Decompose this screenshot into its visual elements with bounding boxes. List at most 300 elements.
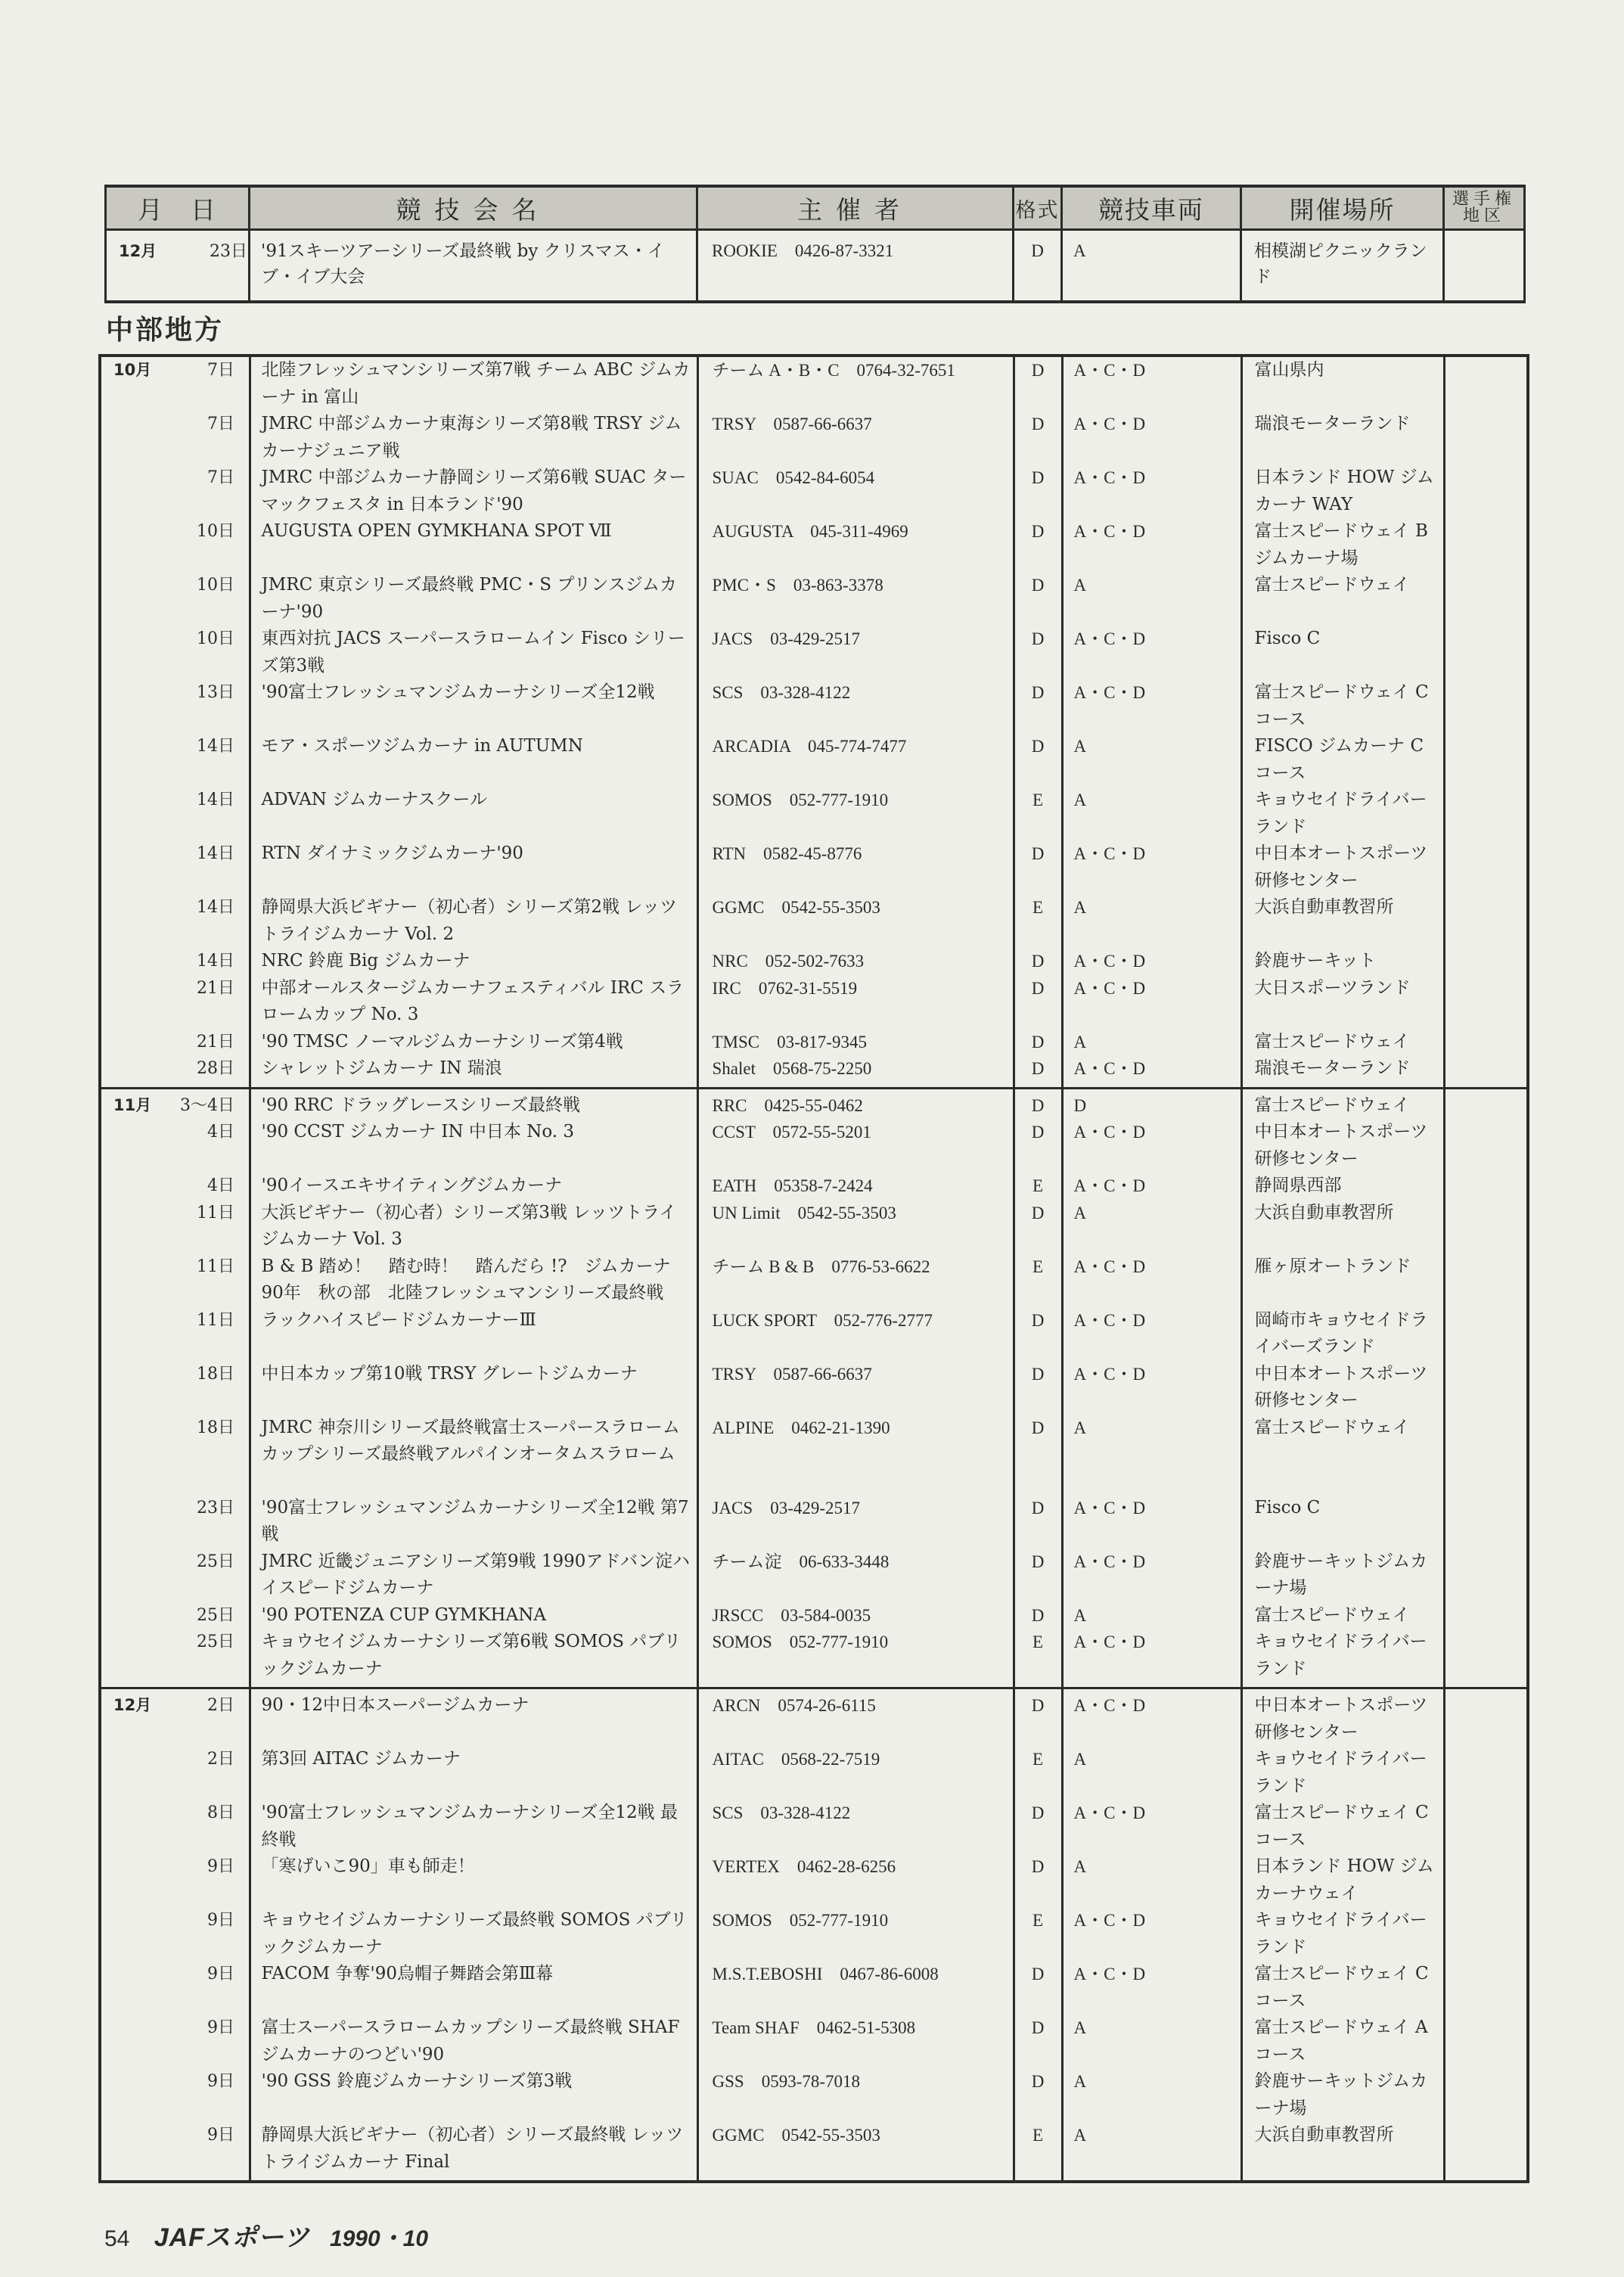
cell-date (100, 1907, 250, 1961)
cell-date (100, 2122, 250, 2182)
cell-organizer: NRC 052-502-7633 (697, 948, 1014, 975)
cell-venue: 富士スピードウェイ (1241, 572, 1444, 626)
event-row (100, 1200, 1528, 1253)
event-row (100, 1629, 1528, 1688)
day-label: 25日 (197, 1632, 234, 1651)
cell-region (1444, 2122, 1528, 2182)
event-row (100, 1853, 1528, 1907)
cell-organizer: Shalet 0568-75-2250 (697, 1055, 1014, 1088)
cell-date (100, 356, 250, 411)
event-row (100, 1602, 1528, 1629)
cell-vehicle: A・C・D (1062, 1173, 1241, 1200)
event-row (100, 1961, 1528, 2015)
top-entry-format: D (1014, 230, 1062, 303)
cell-venue: 瑞浪モーターランド (1241, 1055, 1444, 1088)
events-body (100, 356, 1528, 2182)
cell-venue: FISCO ジムカーナ C コース (1241, 733, 1444, 787)
events-table (98, 354, 1529, 2183)
event-row (100, 1173, 1528, 1200)
day-label: 9日 (207, 1965, 234, 1983)
cell-vehicle: A (1062, 1853, 1241, 1907)
cell-event-name: シャレットジムカーナ IN 瑞浪 (250, 1055, 697, 1088)
cell-event-name: RTN ダイナミックジムカーナ'90 (250, 840, 697, 894)
month-label: 11月 (113, 1095, 152, 1114)
cell-date (100, 1800, 250, 1853)
header-organizer: 主催者 (697, 186, 1014, 230)
event-row (100, 1907, 1528, 1961)
cell-date (100, 2068, 250, 2122)
cell-event-name: 北陸フレッシュマンシリーズ第7戦 チーム ABC ジムカーナ in 富山 (250, 356, 697, 411)
cell-vehicle: A・C・D (1062, 356, 1241, 411)
cell-organizer: SOMOS 052-777-1910 (697, 787, 1014, 840)
event-row (100, 975, 1528, 1029)
day-label: 9日 (207, 1911, 234, 1930)
cell-date (100, 1253, 250, 1307)
cell-organizer: RRC 0425-55-0462 (697, 1088, 1014, 1119)
cell-organizer: UN Limit 0542-55-3503 (697, 1200, 1014, 1253)
cell-vehicle: A・C・D (1062, 679, 1241, 733)
day-label: 11日 (197, 1257, 234, 1276)
cell-vehicle: A・C・D (1062, 1629, 1241, 1688)
cell-event-name: 静岡県大浜ビギナー（初心者）シリーズ最終戦 レッツトライジムカーナ Final (250, 2122, 697, 2182)
cell-region (1444, 356, 1528, 411)
cell-vehicle: A (1062, 572, 1241, 626)
event-row (100, 626, 1528, 679)
cell-region (1444, 411, 1528, 464)
cell-format: D (1014, 1119, 1062, 1173)
day-label: 18日 (197, 1418, 234, 1437)
cell-event-name: モア・スポーツジムカーナ in AUTUMN (250, 733, 697, 787)
cell-event-name: '90 RRC ドラッグレースシリーズ最終戦 (250, 1088, 697, 1119)
day-label: 7日 (207, 415, 234, 433)
cell-date (100, 894, 250, 948)
cell-region (1444, 1055, 1528, 1088)
cell-vehicle: A・C・D (1062, 1961, 1241, 2015)
cell-event-name: 第3回 AITAC ジムカーナ (250, 1746, 697, 1800)
cell-venue: 鈴鹿サーキットジムカーナ場 (1241, 2068, 1444, 2122)
cell-event-name: AUGUSTA OPEN GYMKHANA SPOT Ⅶ (250, 518, 697, 572)
day-label: 8日 (207, 1803, 234, 1822)
cell-region (1444, 1173, 1528, 1200)
cell-format: D (1014, 1055, 1062, 1088)
cell-event-name: '90富士フレッシュマンジムカーナシリーズ全12戦 最終戦 (250, 1800, 697, 1853)
cell-organizer: TRSY 0587-66-6637 (697, 411, 1014, 464)
top-entry-month: 12月 (119, 242, 157, 260)
magazine-title: JAFスポーツ (154, 2223, 310, 2252)
day-label: 7日 (207, 468, 234, 487)
cell-venue: Fisco C (1241, 1495, 1444, 1549)
cell-organizer: Team SHAF 0462-51-5308 (697, 2015, 1014, 2068)
cell-format: D (1014, 518, 1062, 572)
cell-event-name: JMRC 中部ジムカーナ静岡シリーズ第6戦 SUAC ターマックフェスタ in 日本ランド'90 (250, 464, 697, 518)
cell-format: D (1014, 1853, 1062, 1907)
day-label: 3～4日 (180, 1095, 234, 1115)
cell-venue: 中日本オートスポーツ研修センター (1241, 1361, 1444, 1415)
cell-vehicle: A・C・D (1062, 1800, 1241, 1853)
issue-date: 1990・10 (329, 2226, 429, 2251)
cell-organizer: JACS 03-429-2517 (697, 1495, 1014, 1549)
cell-organizer: PMC・S 03-863-3378 (697, 572, 1014, 626)
cell-organizer: SUAC 0542-84-6054 (697, 464, 1014, 518)
cell-organizer: SCS 03-328-4122 (697, 1800, 1014, 1853)
cell-region (1444, 626, 1528, 679)
cell-organizer: AUGUSTA 045-311-4969 (697, 518, 1014, 572)
event-row (100, 840, 1528, 894)
cell-event-name: JMRC 神奈川シリーズ最終戦富士スーパースラロームカップシリーズ最終戦アルパインオータムスラローム (250, 1415, 697, 1495)
cell-format: D (1014, 356, 1062, 411)
cell-vehicle: A・C・D (1062, 464, 1241, 518)
cell-organizer: EATH 05358-7-2424 (697, 1173, 1014, 1200)
cell-date (100, 787, 250, 840)
cell-venue: キョウセイドライバーランド (1241, 1746, 1444, 1800)
cell-venue: 瑞浪モーターランド (1241, 411, 1444, 464)
cell-format: D (1014, 1088, 1062, 1119)
cell-organizer: SOMOS 052-777-1910 (697, 1629, 1014, 1688)
cell-organizer: IRC 0762-31-5519 (697, 975, 1014, 1029)
day-label: 28日 (197, 1059, 234, 1078)
header-region-line2: 地区 (1462, 207, 1505, 225)
cell-date (100, 1853, 250, 1907)
cell-region (1444, 1853, 1528, 1907)
cell-venue: 大日スポーツランド (1241, 975, 1444, 1029)
event-row (100, 518, 1528, 572)
cell-date (100, 626, 250, 679)
cell-format: D (1014, 464, 1062, 518)
cell-venue: 富士スピードウェイ (1241, 1029, 1444, 1056)
header-venue: 開催場所 (1241, 186, 1444, 230)
cell-vehicle: A (1062, 1415, 1241, 1495)
cell-organizer: GGMC 0542-55-3503 (697, 2122, 1014, 2182)
day-label: 2日 (207, 1696, 234, 1715)
cell-format: E (1014, 1173, 1062, 1200)
cell-event-name: '90イースエキサイティングジムカーナ (250, 1173, 697, 1200)
header-vehicle: 競技車両 (1062, 186, 1241, 230)
day-label: 4日 (207, 1123, 234, 1142)
cell-date (100, 1029, 250, 1056)
cell-venue: 富士スピードウェイ (1241, 1415, 1444, 1495)
day-label: 11日 (197, 1203, 234, 1222)
cell-region (1444, 1088, 1528, 1119)
cell-event-name: '90富士フレッシュマンジムカーナシリーズ全12戦 (250, 679, 697, 733)
top-entry-day: 23日 (210, 242, 247, 261)
cell-vehicle: A・C・D (1062, 1307, 1241, 1361)
cell-format: D (1014, 1688, 1062, 1747)
cell-format: E (1014, 2122, 1062, 2182)
cell-venue: 雁ヶ原オートランド (1241, 1253, 1444, 1307)
cell-format: E (1014, 1907, 1062, 1961)
day-label: 14日 (197, 791, 234, 809)
cell-format: E (1014, 894, 1062, 948)
cell-format: D (1014, 1307, 1062, 1361)
cell-event-name: 富士スーパースラロームカップシリーズ最終戦 SHAF ジムカーナのつどい'90 (250, 2015, 697, 2068)
cell-vehicle: A・C・D (1062, 1688, 1241, 1747)
cell-vehicle: A (1062, 1200, 1241, 1253)
cell-region (1444, 975, 1528, 1029)
top-entry-organizer: ROOKIE 0426-87-3321 (697, 230, 1014, 303)
day-label: 2日 (207, 1750, 234, 1769)
cell-vehicle: A・C・D (1062, 518, 1241, 572)
cell-event-name: JMRC 近畿ジュニアシリーズ第9戦 1990アドバン淀ハイスピードジムカーナ (250, 1549, 697, 1602)
cell-format: E (1014, 1629, 1062, 1688)
month-label: 10月 (113, 361, 152, 379)
header-format: 格式 (1014, 186, 1062, 230)
cell-date (100, 1200, 250, 1253)
cell-organizer: GGMC 0542-55-3503 (697, 894, 1014, 948)
top-entry-name: '91スキーツアーシリーズ最終戦 by クリスマス・イブ・イブ大会 (250, 230, 697, 303)
cell-date (100, 1173, 250, 1200)
page-number: 54 (104, 2226, 130, 2251)
cell-date (100, 1415, 250, 1495)
cell-format: D (1014, 733, 1062, 787)
event-row (100, 2122, 1528, 2182)
day-label: 14日 (197, 737, 234, 756)
cell-region (1444, 1907, 1528, 1961)
header-region (1444, 186, 1525, 230)
cell-venue: 日本ランド HOW ジムカーナ WAY (1241, 464, 1444, 518)
cell-vehicle: A・C・D (1062, 1495, 1241, 1549)
cell-vehicle: A・C・D (1062, 411, 1241, 464)
event-row (100, 894, 1528, 948)
cell-event-name: 中日本カップ第10戦 TRSY グレートジムカーナ (250, 1361, 697, 1415)
cell-organizer: JRSCC 03-584-0035 (697, 1602, 1014, 1629)
cell-vehicle: A (1062, 787, 1241, 840)
cell-event-name: '90 POTENZA CUP GYMKHANA (250, 1602, 697, 1629)
top-entry-venue: 相模湖ピクニックランド (1241, 230, 1444, 303)
event-row (100, 1746, 1528, 1800)
header-region-line1: 選手権 (1452, 190, 1516, 209)
event-row (100, 1688, 1528, 1747)
cell-region (1444, 2015, 1528, 2068)
cell-date (100, 464, 250, 518)
day-label: 9日 (207, 2072, 234, 2091)
event-row (100, 356, 1528, 411)
cell-format: E (1014, 1746, 1062, 1800)
cell-organizer: GSS 0593-78-7018 (697, 2068, 1014, 2122)
cell-event-name: キョウセイジムカーナシリーズ第6戦 SOMOS パブリックジムカーナ (250, 1629, 697, 1688)
cell-format: D (1014, 948, 1062, 975)
cell-venue: 岡崎市キョウセイドライバーズランド (1241, 1307, 1444, 1361)
top-entry-row (106, 230, 1525, 303)
cell-date (100, 975, 250, 1029)
header-table (104, 185, 1526, 303)
cell-vehicle: A・C・D (1062, 1119, 1241, 1173)
cell-venue: 鈴鹿サーキットジムカーナ場 (1241, 1549, 1444, 1602)
cell-format: D (1014, 1549, 1062, 1602)
cell-region (1444, 1800, 1528, 1853)
cell-date (100, 1088, 250, 1119)
cell-date (100, 1746, 250, 1800)
cell-format: D (1014, 975, 1062, 1029)
cell-organizer: SCS 03-328-4122 (697, 679, 1014, 733)
cell-event-name: 90・12中日本スーパージムカーナ (250, 1688, 697, 1747)
day-label: 14日 (197, 952, 234, 971)
cell-region (1444, 2068, 1528, 2122)
cell-date (100, 1961, 250, 2015)
cell-venue: 鈴鹿サーキット (1241, 948, 1444, 975)
cell-organizer: RTN 0582-45-8776 (697, 840, 1014, 894)
cell-region (1444, 948, 1528, 975)
cell-region (1444, 1307, 1528, 1361)
event-row (100, 411, 1528, 464)
cell-date (100, 411, 250, 464)
cell-venue: 中日本オートスポーツ研修センター (1241, 840, 1444, 894)
cell-organizer: ARCADIA 045-774-7477 (697, 733, 1014, 787)
event-row (100, 1415, 1528, 1495)
cell-organizer: CCST 0572-55-5201 (697, 1119, 1014, 1173)
cell-vehicle: A・C・D (1062, 1549, 1241, 1602)
cell-region (1444, 1415, 1528, 1495)
cell-organizer: チーム B & B 0776-53-6622 (697, 1253, 1014, 1307)
cell-region (1444, 733, 1528, 787)
header-row (106, 186, 1525, 230)
day-label: 18日 (197, 1364, 234, 1384)
cell-date (100, 1688, 250, 1747)
cell-format: D (1014, 1029, 1062, 1056)
day-label: 11日 (197, 1310, 234, 1330)
event-row (100, 572, 1528, 626)
cell-date (100, 1495, 250, 1549)
cell-vehicle: A・C・D (1062, 626, 1241, 679)
cell-region (1444, 1688, 1528, 1747)
cell-vehicle: A・C・D (1062, 1361, 1241, 1415)
cell-vehicle: A・C・D (1062, 1055, 1241, 1088)
cell-date (100, 1119, 250, 1173)
day-label: 14日 (197, 898, 234, 917)
cell-organizer: チーム A・B・C 0764-32-7651 (697, 356, 1014, 411)
cell-vehicle: A (1062, 1029, 1241, 1056)
cell-event-name: '90 GSS 鈴鹿ジムカーナシリーズ第3戦 (250, 2068, 697, 2122)
cell-region (1444, 1253, 1528, 1307)
cell-vehicle: A・C・D (1062, 975, 1241, 1029)
day-label: 23日 (197, 1498, 234, 1517)
cell-date (100, 1602, 250, 1629)
cell-date (100, 840, 250, 894)
event-row (100, 948, 1528, 975)
cell-event-name: ラックハイスピードジムカーナーⅢ (250, 1307, 697, 1361)
cell-organizer: チーム淀 06-633-3448 (697, 1549, 1014, 1602)
cell-organizer: AITAC 0568-22-7519 (697, 1746, 1014, 1800)
cell-date (100, 948, 250, 975)
cell-organizer: ALPINE 0462-21-1390 (697, 1415, 1014, 1495)
cell-organizer: TRSY 0587-66-6637 (697, 1361, 1014, 1415)
cell-date (100, 572, 250, 626)
event-row (100, 733, 1528, 787)
cell-vehicle: A・C・D (1062, 1253, 1241, 1307)
cell-date (100, 1307, 250, 1361)
cell-format: D (1014, 840, 1062, 894)
cell-event-name: JMRC 東京シリーズ最終戦 PMC・S プリンスジムカーナ'90 (250, 572, 697, 626)
region-title: 中部地方 (106, 315, 225, 346)
cell-date (100, 1055, 250, 1088)
day-label: 25日 (197, 1605, 234, 1625)
cell-venue: キョウセイドライバーランド (1241, 1629, 1444, 1688)
cell-venue: 富士スピードウェイ (1241, 1602, 1444, 1629)
event-row (100, 1088, 1528, 1119)
day-label: 9日 (207, 2126, 234, 2145)
cell-format: D (1014, 1361, 1062, 1415)
cell-date (100, 2015, 250, 2068)
cell-region (1444, 1361, 1528, 1415)
cell-event-name: '90 CCST ジムカーナ IN 中日本 No. 3 (250, 1119, 697, 1173)
day-label: 21日 (197, 1032, 234, 1052)
cell-format: E (1014, 1253, 1062, 1307)
cell-date (100, 518, 250, 572)
header-date: 月 日 (106, 186, 250, 230)
cell-format: E (1014, 787, 1062, 840)
cell-vehicle: A (1062, 2068, 1241, 2122)
cell-vehicle: A・C・D (1062, 1907, 1241, 1961)
day-label: 10日 (197, 522, 234, 541)
event-row (100, 1800, 1528, 1853)
top-entry-date (106, 230, 250, 303)
cell-vehicle: A (1062, 1746, 1241, 1800)
cell-organizer: TMSC 03-817-9345 (697, 1029, 1014, 1056)
cell-vehicle: A (1062, 2122, 1241, 2182)
cell-vehicle: A・C・D (1062, 840, 1241, 894)
cell-region (1444, 679, 1528, 733)
day-label: 10日 (197, 629, 234, 648)
cell-venue: キョウセイドライバーランド (1241, 787, 1444, 840)
month-label: 12月 (113, 1696, 152, 1714)
cell-vehicle: A (1062, 733, 1241, 787)
cell-region (1444, 1961, 1528, 2015)
cell-organizer: SOMOS 052-777-1910 (697, 1907, 1014, 1961)
event-row (100, 1029, 1528, 1056)
cell-venue: 富士スピードウェイ (1241, 1088, 1444, 1119)
day-label: 10日 (197, 576, 234, 595)
day-label: 7日 (207, 361, 234, 380)
cell-region (1444, 1029, 1528, 1056)
day-label: 9日 (207, 2018, 234, 2037)
day-label: 21日 (197, 978, 234, 998)
cell-event-name: キョウセイジムカーナシリーズ最終戦 SOMOS パブリックジムカーナ (250, 1907, 697, 1961)
day-label: 9日 (207, 1857, 234, 1876)
cell-region (1444, 787, 1528, 840)
cell-venue: 富士スピードウェイ C コース (1241, 1961, 1444, 2015)
cell-region (1444, 464, 1528, 518)
cell-vehicle: A (1062, 894, 1241, 948)
cell-region (1444, 894, 1528, 948)
event-row (100, 2068, 1528, 2122)
cell-event-name: JMRC 中部ジムカーナ東海シリーズ第8戦 TRSY ジムカーナジュニア戦 (250, 411, 697, 464)
cell-event-name: FACOM 争奪'90烏帽子舞踏会第Ⅲ幕 (250, 1961, 697, 2015)
cell-format: D (1014, 1602, 1062, 1629)
cell-event-name: '90富士フレッシュマンジムカーナシリーズ全12戦 第7戦 (250, 1495, 697, 1549)
cell-event-name: 「寒げいこ90」車も師走！ (250, 1853, 697, 1907)
cell-format: D (1014, 2015, 1062, 2068)
cell-event-name: 東西対抗 JACS スーパースラロームイン Fisco シリーズ第3戦 (250, 626, 697, 679)
event-row (100, 679, 1528, 733)
cell-event-name: 静岡県大浜ビギナー（初心者）シリーズ第2戦 レッツトライジムカーナ Vol. 2 (250, 894, 697, 948)
cell-venue: 中日本オートスポーツ研修センター (1241, 1119, 1444, 1173)
event-row (100, 1307, 1528, 1361)
cell-format: D (1014, 572, 1062, 626)
cell-vehicle: A (1062, 2015, 1241, 2068)
cell-format: D (1014, 1200, 1062, 1253)
top-entry-region (1444, 230, 1525, 303)
cell-venue: 大浜自動車教習所 (1241, 2122, 1444, 2182)
event-row (100, 1495, 1528, 1549)
cell-organizer: M.S.T.EBOSHI 0467-86-6008 (697, 1961, 1014, 2015)
cell-venue: 富山県内 (1241, 356, 1444, 411)
cell-venue: 大浜自動車教習所 (1241, 894, 1444, 948)
cell-format: D (1014, 411, 1062, 464)
cell-event-name: '90 TMSC ノーマルジムカーナシリーズ第4戦 (250, 1029, 697, 1056)
footer (104, 2216, 428, 2254)
cell-date (100, 733, 250, 787)
day-label: 13日 (197, 683, 234, 702)
cell-region (1444, 840, 1528, 894)
